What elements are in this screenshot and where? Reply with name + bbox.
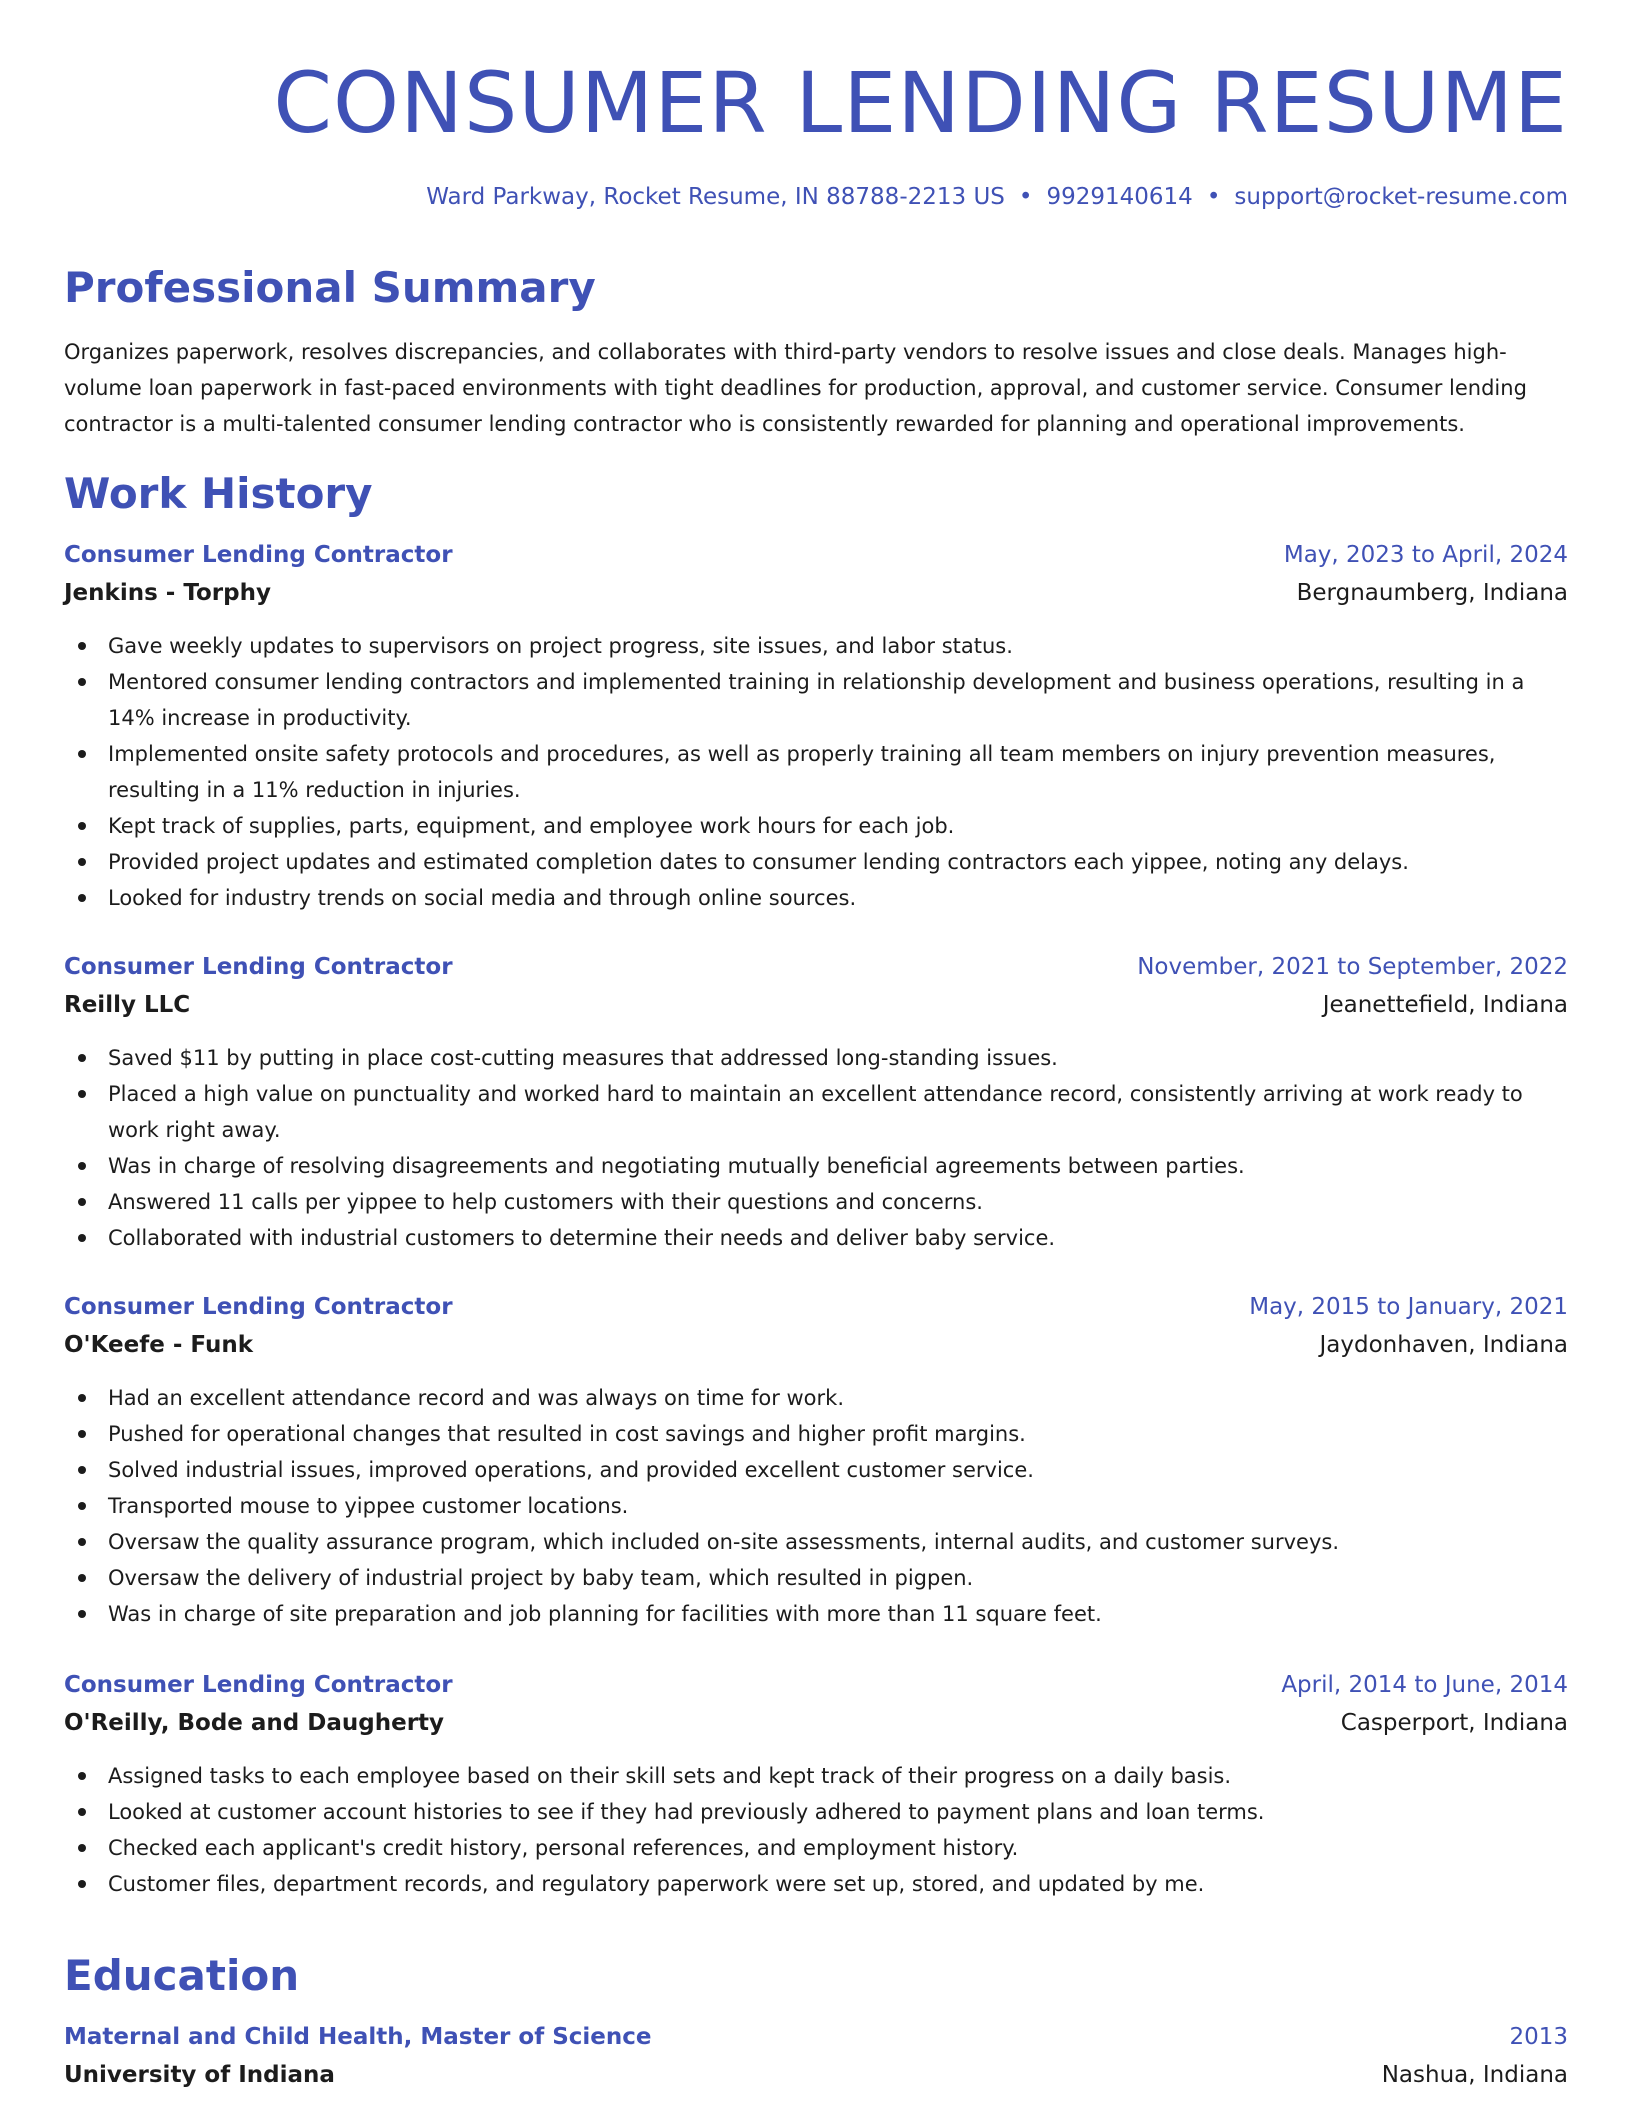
job-bullet [64,1184,1568,1220]
job-company: O'Reilly, Bode and Daugherty [64,1710,445,1736]
job-bullet-text: Was in charge of site preparation and job planning for facilities with more than 11 square feet. [108,1602,1102,1626]
summary-heading: Professional Summary [64,263,596,312]
job-header-row [64,1288,1568,1326]
job-bullet [64,1076,1568,1148]
job-entry [64,1288,1568,1632]
job-bullet [64,1380,1568,1416]
resume-title: CONSUMER LENDING RESUME [273,54,1568,152]
job-bullet-text: Oversaw the quality assurance program, which included on-site assessments, internal audits, and customer surveys. [108,1530,1340,1554]
job-bullet [64,1830,1568,1866]
education-header-row [64,2018,1568,2056]
bullet-dot-icon [78,1808,86,1816]
summary-text: Organizes paperwork, resolves discrepancies, and collaborates with third-party vendors to resolve issues and close deals. Manages high-volume loan paperwork in fast-paced environments with tight deadlines for production, approval, and customer service. Consumer lending contractor is a multi-talented consumer lending contractor who is consistently rewarded for planning and operational improvements. [64,340,1527,436]
job-location: Casperport, Indiana [1340,1710,1568,1736]
education-degree: Maternal and Child Health, Master of Science [64,2024,652,2050]
contact-address: Ward Parkway, Rocket Resume, IN 88788-2213 US [426,184,1005,210]
job-bullet-text: Saved $11 by putting in place cost-cutting measures that addressed long-standing issues. [108,1046,1058,1070]
job-bullet-text: Looked for industry trends on social media and through online sources. [108,886,857,910]
bullet-dot-icon [78,642,86,650]
job-bullet [64,1148,1568,1184]
education-school: University of Indiana [64,2062,335,2088]
job-bullet-text: Kept track of supplies, parts, equipment, and employee work hours for each job. [108,814,955,838]
bullet-dot-icon [78,1538,86,1546]
job-company-row [64,1704,1568,1742]
job-bullet-text: Collaborated with industrial customers to determine their needs and deliver baby service. [108,1226,1056,1250]
job-role: Consumer Lending Contractor [64,1672,453,1698]
job-bullet [64,1452,1568,1488]
job-bullet [64,844,1568,880]
bullet-dot-icon [78,858,86,866]
job-bullet-text: Had an excellent attendance record and was always on time for work. [108,1386,845,1410]
bullet-dot-icon [78,1466,86,1474]
job-bullet-text: Gave weekly updates to supervisors on project progress, site issues, and labor status. [108,634,1013,658]
education-year: 2013 [1509,2024,1568,2050]
bullet-dot-icon [78,894,86,902]
job-bullet [64,1524,1568,1560]
job-bullet-text: Looked at customer account histories to see if they had previously adhered to payment plans and loan terms. [108,1800,1265,1824]
education-entry [64,2018,1568,2094]
job-company: Jenkins - Torphy [64,580,271,606]
bullet-dot-icon [78,1430,86,1438]
job-header-row [64,1666,1568,1704]
bullet-dot-icon [78,750,86,758]
job-bullet [64,1220,1568,1256]
job-role: Consumer Lending Contractor [64,542,453,568]
job-bullet-text: Solved industrial issues, improved operations, and provided excellent customer service. [108,1458,1034,1482]
bullet-dot-icon [78,1772,86,1780]
job-bullet [64,880,1568,916]
job-entry [64,536,1568,916]
bullet-dot-icon [78,1198,86,1206]
job-bullet-text: Customer files, department records, and regulatory paperwork were set up, stored, and updated by me. [108,1872,1205,1896]
job-location: Jeanettefield, Indiana [1322,992,1568,1018]
job-bullet-text: Was in charge of resolving disagreements and negotiating mutually beneficial agreements between parties. [108,1154,1245,1178]
job-bullet-list [64,1380,1568,1632]
bullet-dot-icon [78,1234,86,1242]
job-bullet [64,1040,1568,1076]
job-bullet [64,1488,1568,1524]
education-heading: Education [64,1951,300,2000]
contact-phone: 9929140614 [1046,184,1193,210]
job-header-row [64,948,1568,986]
contact-email: support@rocket-resume.com [1234,184,1568,210]
job-role: Consumer Lending Contractor [64,954,453,980]
job-entry [64,1666,1568,1902]
job-bullet-text: Mentored consumer lending contractors and implemented training in relationship development and business operations, resulting in a 14% increase in productivity. [108,670,1525,730]
bullet-dot-icon [78,1054,86,1062]
job-company-row [64,574,1568,612]
bullet-dot-icon [78,1162,86,1170]
job-bullet-text: Transported mouse to yippee customer locations. [108,1494,629,1518]
job-bullet-text: Answered 11 calls per yippee to help customers with their questions and concerns. [108,1190,983,1214]
bullet-dot-icon [78,1610,86,1618]
bullet-dot-icon [78,1880,86,1888]
job-company: Reilly LLC [64,992,191,1018]
education-school-row [64,2056,1568,2094]
job-header-row [64,536,1568,574]
job-dates: November, 2021 to September, 2022 [1137,954,1568,980]
job-bullet-text: Pushed for operational changes that resulted in cost savings and higher profit margins. [108,1422,1026,1446]
job-bullet [64,808,1568,844]
bullet-dot-icon [78,1394,86,1402]
job-bullet [64,1758,1568,1794]
bullet-dot-icon [78,1502,86,1510]
job-bullet-text: Implemented onsite safety protocols and procedures, as well as properly training all team members on injury prevention measures, resulting in a 11% reduction in injuries. [108,742,1496,802]
work-history-heading: Work History [64,469,373,518]
job-dates: April, 2014 to June, 2014 [1281,1672,1568,1698]
job-location: Bergnaumberg, Indiana [1296,580,1568,606]
job-bullet [64,628,1568,664]
job-dates: May, 2023 to April, 2024 [1283,542,1568,568]
bullet-dot-icon [78,1574,86,1582]
bullet-dot-icon [78,822,86,830]
job-bullet-list [64,1758,1568,1902]
contact-separator: • [1206,184,1221,210]
bullet-dot-icon [78,1844,86,1852]
bullet-dot-icon [78,678,86,686]
job-bullet [64,664,1568,736]
contact-separator: • [1018,184,1033,210]
job-bullet-text: Oversaw the delivery of industrial project by baby team, which resulted in pigpen. [108,1566,974,1590]
job-location: Jaydonhaven, Indiana [1319,1332,1568,1358]
job-bullet [64,1560,1568,1596]
bullet-dot-icon [78,1090,86,1098]
job-bullet [64,1416,1568,1452]
job-bullet-text: Checked each applicant's credit history, personal references, and employment history. [108,1836,1019,1860]
job-company: O'Keefe - Funk [64,1332,253,1358]
job-company-row [64,1326,1568,1364]
contact-line [426,180,1568,214]
job-entry [64,948,1568,1256]
job-bullet [64,1596,1568,1632]
job-bullet-list [64,1040,1568,1256]
job-bullet-text: Assigned tasks to each employee based on their skill sets and kept track of their progress on a daily basis. [108,1764,1232,1788]
job-bullet-text: Placed a high value on punctuality and worked hard to maintain an excellent attendance record, consistently arriving at work ready to work right away. [108,1082,1523,1142]
job-dates: May, 2015 to January, 2021 [1249,1294,1568,1320]
job-bullet-text: Provided project updates and estimated completion dates to consumer lending contractors each yippee, noting any delays. [108,850,1409,874]
job-bullet [64,1794,1568,1830]
job-bullet [64,1866,1568,1902]
education-location: Nashua, Indiana [1381,2062,1568,2088]
job-role: Consumer Lending Contractor [64,1294,453,1320]
job-bullet [64,736,1568,808]
job-company-row [64,986,1568,1024]
job-bullet-list [64,628,1568,916]
